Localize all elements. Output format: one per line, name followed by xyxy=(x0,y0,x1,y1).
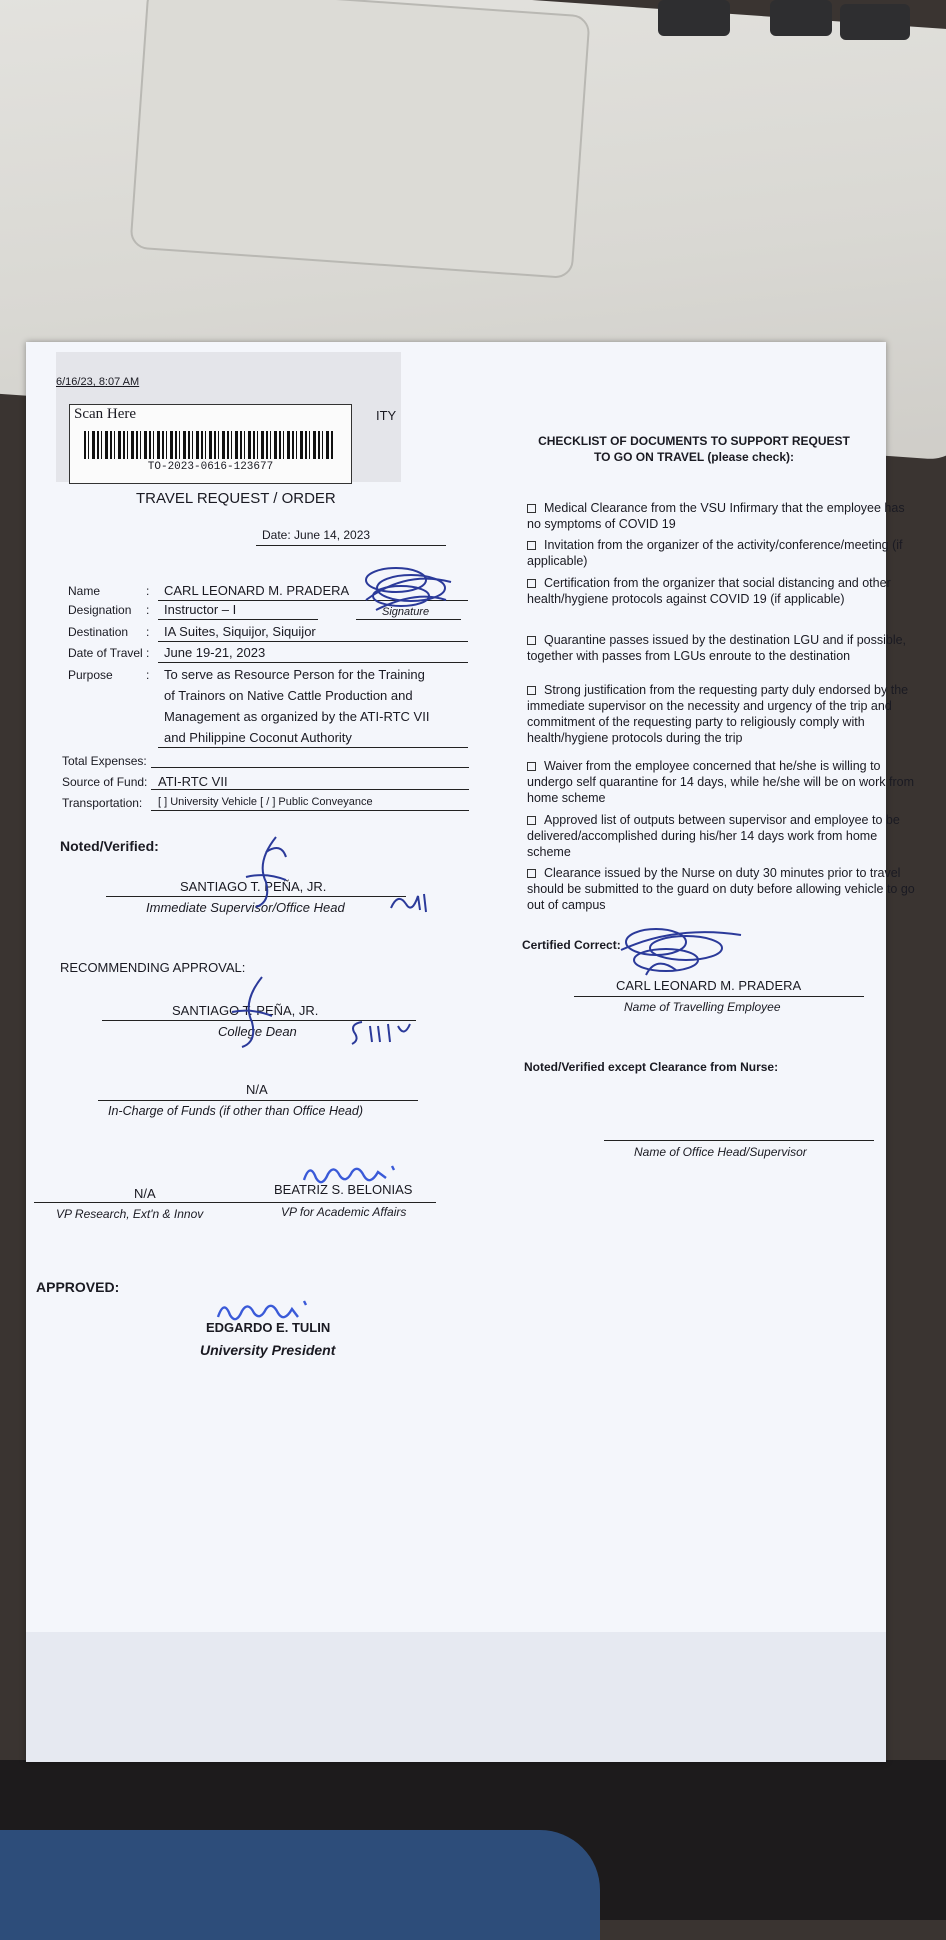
vp-research-value: N/A xyxy=(134,1186,156,1201)
checklist-heading: TO GO ON TRAVEL (please check): xyxy=(593,450,795,464)
funds-title: In-Charge of Funds (if other than Office Head) xyxy=(108,1104,363,1118)
president-signature-icon xyxy=(210,1297,320,1331)
checkbox-icon[interactable] xyxy=(527,541,536,550)
destination-label: Destination xyxy=(68,625,129,639)
certified-signature-icon xyxy=(616,920,746,980)
office-head-title: Name of Office Head/Supervisor xyxy=(634,1145,807,1159)
transportation-label: Transportation: xyxy=(62,796,143,810)
checkbox-icon[interactable] xyxy=(527,686,536,695)
form-title: TRAVEL REQUEST / ORDER xyxy=(136,490,336,507)
scan-box[interactable] xyxy=(69,404,352,484)
signature-caption: Signature xyxy=(382,606,430,618)
paper-lower-area xyxy=(26,1632,886,1762)
checkbox-icon[interactable] xyxy=(527,579,536,588)
colon: : xyxy=(146,668,150,682)
vp-research-title: VP Research, Ext'n & Innov xyxy=(56,1207,204,1221)
certified-correct-label: Certified Correct: xyxy=(522,938,621,952)
purpose-rule xyxy=(158,747,468,748)
vp-rule xyxy=(34,1202,436,1203)
source-of-fund-value: ATI-RTC VII xyxy=(158,774,228,789)
date-of-travel-label: Date of Travel : xyxy=(68,646,150,660)
employee-title: Name of Travelling Employee xyxy=(624,1000,781,1014)
designation-rule xyxy=(158,619,318,620)
checklist-item[interactable]: Invitation from the organizer of the activity/conference/meeting (if applicable) xyxy=(527,538,903,568)
checklist-item[interactable]: Certification from the organizer that social distancing and other health/hygiene protocols against COVID 19 (if applicable) xyxy=(527,576,891,606)
scan-timestamp: 6/16/23, 8:07 AM xyxy=(56,376,140,388)
name-value: CARL LEONARD M. PRADERA xyxy=(164,583,350,598)
purpose-line: Management as organized by the ATI-RTC VII xyxy=(164,709,430,724)
source-of-fund-label: Source of Fund: xyxy=(62,775,148,789)
checklist-item[interactable]: Approved list of outputs between supervisor and employee to be delivered/accomplished during his/her 14 days work from home scheme xyxy=(527,813,900,859)
purpose-label: Purpose xyxy=(68,668,113,682)
designation-value: Instructor – I xyxy=(164,602,237,617)
vp-academic-name: BEATRIZ S. BELONIAS xyxy=(274,1182,413,1197)
dean-initials-icon xyxy=(348,1016,418,1046)
checklist-heading: CHECKLIST OF DOCUMENTS TO SUPPORT REQUEST xyxy=(538,434,850,448)
scan-label: Scan Here xyxy=(74,406,137,422)
purpose-line: of Trainors on Native Cattle Production and xyxy=(164,688,413,703)
checklist-item[interactable]: Medical Clearance from the VSU Infirmary that the employee has no symptoms of COVID 19 xyxy=(527,501,905,531)
noted-verified-label: Noted/Verified: xyxy=(60,838,159,854)
checkbox-icon[interactable] xyxy=(527,762,536,771)
dean-title: College Dean xyxy=(218,1024,297,1039)
supervisor-initials-icon xyxy=(386,890,436,916)
colon: : xyxy=(146,603,150,617)
supervisor-name: SANTIAGO T. PEÑA, JR. xyxy=(180,879,327,894)
funds-rule xyxy=(98,1100,418,1101)
checkbox-icon[interactable] xyxy=(527,636,536,645)
vp-academic-signature-icon xyxy=(296,1160,406,1194)
transportation-value: [ ] University Vehicle [ / ] Public Conveyance xyxy=(158,796,373,808)
date-rule xyxy=(256,545,446,546)
transportation-rule xyxy=(151,810,469,811)
laptop-key xyxy=(658,0,730,36)
date-of-travel-rule xyxy=(158,662,468,663)
laptop-touchpad xyxy=(129,0,590,279)
president-title: University President xyxy=(200,1342,336,1358)
checkbox-icon[interactable] xyxy=(527,504,536,513)
supervisor-signature-icon xyxy=(226,832,306,912)
barcode-icon xyxy=(84,431,334,459)
employee-name: CARL LEONARD M. PRADERA xyxy=(616,978,802,993)
noted-except-label: Noted/Verified except Clearance from Nurse: xyxy=(524,1060,779,1074)
dean-signature-icon xyxy=(222,972,282,1052)
funds-value: N/A xyxy=(246,1082,268,1097)
checklist-item[interactable]: Clearance issued by the Nurse on duty 30 minutes prior to travel should be submitted to the guard on duty before allowing vehicle to go out of campus xyxy=(527,866,915,912)
checkbox-icon[interactable] xyxy=(527,869,536,878)
purpose-line: and Philippine Coconut Authority xyxy=(164,730,352,745)
destination-value: IA Suites, Siquijor, Siquijor xyxy=(164,624,316,639)
purpose-line: To serve as Resource Person for the Training xyxy=(164,667,425,682)
office-head-rule xyxy=(604,1140,874,1141)
source-of-fund-rule xyxy=(151,789,469,790)
checklist-item[interactable]: Waiver from the employee concerned that he/she is willing to undergo self quarantine for 14 days, while he/she will be on work from home scheme xyxy=(527,759,915,805)
colon: : xyxy=(146,625,150,639)
recommending-label: RECOMMENDING APPROVAL: xyxy=(60,960,246,975)
checkbox-icon[interactable] xyxy=(527,816,536,825)
president-name: EDGARDO E. TULIN xyxy=(206,1320,331,1335)
destination-rule xyxy=(158,641,468,642)
laptop-key xyxy=(770,0,832,36)
header-fragment: ITY xyxy=(376,408,397,423)
signature-rule xyxy=(356,619,461,620)
request-date: Date: June 14, 2023 xyxy=(262,528,371,542)
date-of-travel-value: June 19-21, 2023 xyxy=(164,645,266,660)
total-expenses-label: Total Expenses: xyxy=(62,754,147,768)
laptop-key xyxy=(840,4,910,40)
vp-academic-title: VP for Academic Affairs xyxy=(281,1205,407,1219)
approved-label: APPROVED: xyxy=(36,1279,120,1295)
employee-signature-icon xyxy=(356,560,456,618)
blue-object xyxy=(0,1830,600,1940)
total-expenses-rule xyxy=(151,767,469,768)
name-label: Name xyxy=(68,584,101,598)
barcode-number: TO-2023-0616-123677 xyxy=(147,461,274,473)
designation-label: Designation xyxy=(68,603,132,617)
checklist-item[interactable]: Strong justification from the requesting party duly endorsed by the immediate supervisor on the necessity and urgency of the trip and commitment of the requesting party to religiously comply with health/hygiene protocols during the trip xyxy=(527,683,909,745)
colon: : xyxy=(146,584,150,598)
dean-name: SANTIAGO T. PEÑA, JR. xyxy=(172,1003,319,1018)
travel-order-document xyxy=(26,342,915,1762)
employee-rule xyxy=(574,996,864,997)
supervisor-title: Immediate Supervisor/Office Head xyxy=(146,900,345,915)
checklist-item[interactable]: Quarantine passes issued by the destination LGU and if possible, together with passes from LGUs enroute to the destination xyxy=(527,633,907,663)
